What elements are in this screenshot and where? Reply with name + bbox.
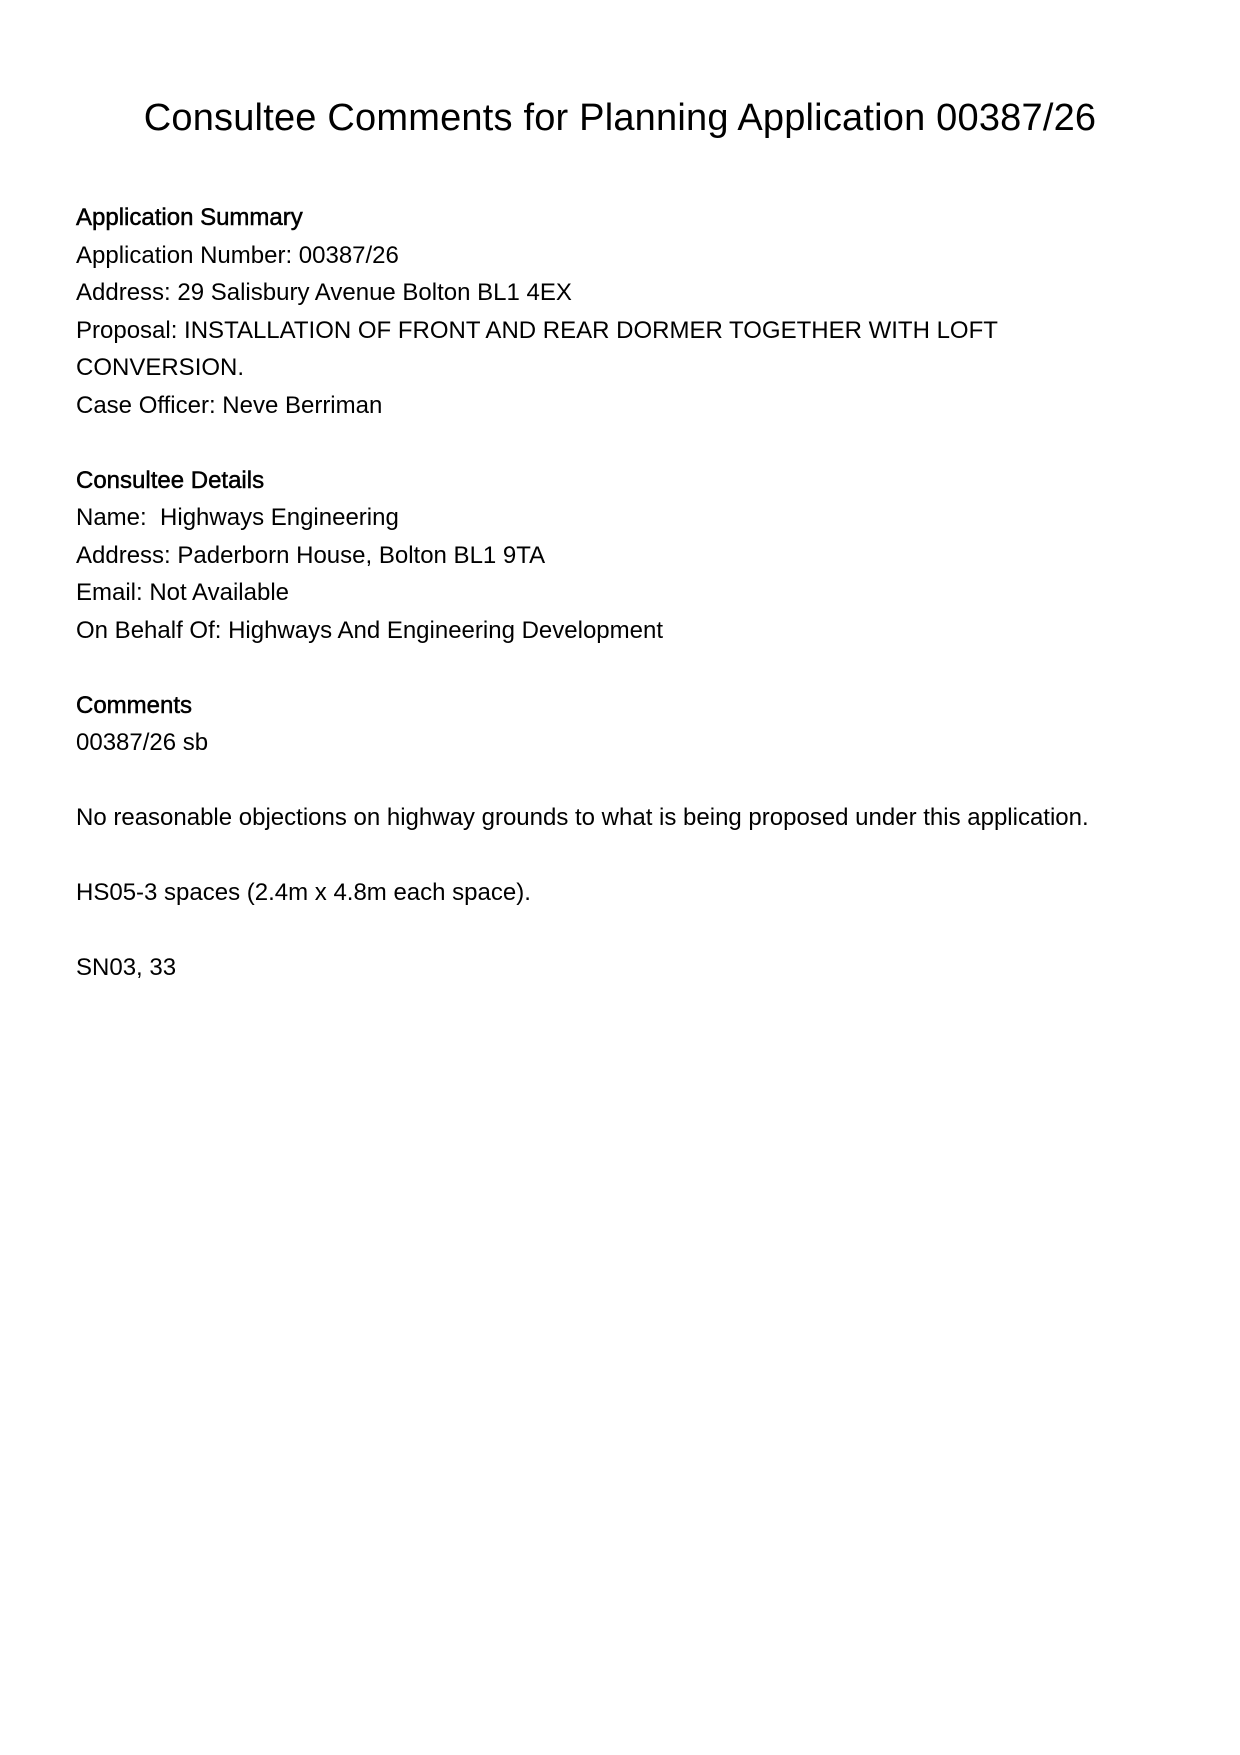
application-number: Application Number: 00387/26 bbox=[76, 241, 399, 269]
application-address: Address: 29 Salisbury Avenue Bolton BL1 4EX bbox=[76, 279, 572, 306]
consultee-details-section bbox=[76, 462, 1176, 650]
comment-reference: 00387/26 sb bbox=[76, 729, 209, 756]
application-summary-heading: Application Summary bbox=[76, 204, 303, 231]
comment-paragraph: No reasonable objections on highway grounds to what is being proposed under this application. bbox=[76, 804, 1089, 831]
comment-paragraph: SN03, 33 bbox=[76, 954, 177, 981]
comments-heading: Comments bbox=[76, 691, 193, 719]
consultee-details-heading: Consultee Details bbox=[76, 466, 265, 494]
consultee-name: Name: Highways Engineering bbox=[76, 504, 399, 531]
comment-paragraph: HS05-3 spaces (2.4m x 4.8m each space). bbox=[76, 879, 531, 906]
document-body bbox=[76, 199, 1176, 1024]
consultee-on-behalf-of: On Behalf Of: Highways And Engineering Development bbox=[76, 616, 664, 644]
page-title: Consultee Comments for Planning Application 00387/26 bbox=[143, 97, 1097, 139]
application-summary-section bbox=[76, 199, 1176, 424]
application-proposal: Proposal: INSTALLATION OF FRONT AND REAR DORMER TOGETHER WITH LOFT CONVERSION. bbox=[76, 316, 998, 381]
case-officer: Case Officer: Neve Berriman bbox=[76, 391, 383, 419]
consultee-email: Email: Not Available bbox=[76, 579, 289, 606]
consultee-address: Address: Paderborn House, Bolton BL1 9TA bbox=[76, 541, 546, 569]
comments-section bbox=[76, 687, 1176, 987]
